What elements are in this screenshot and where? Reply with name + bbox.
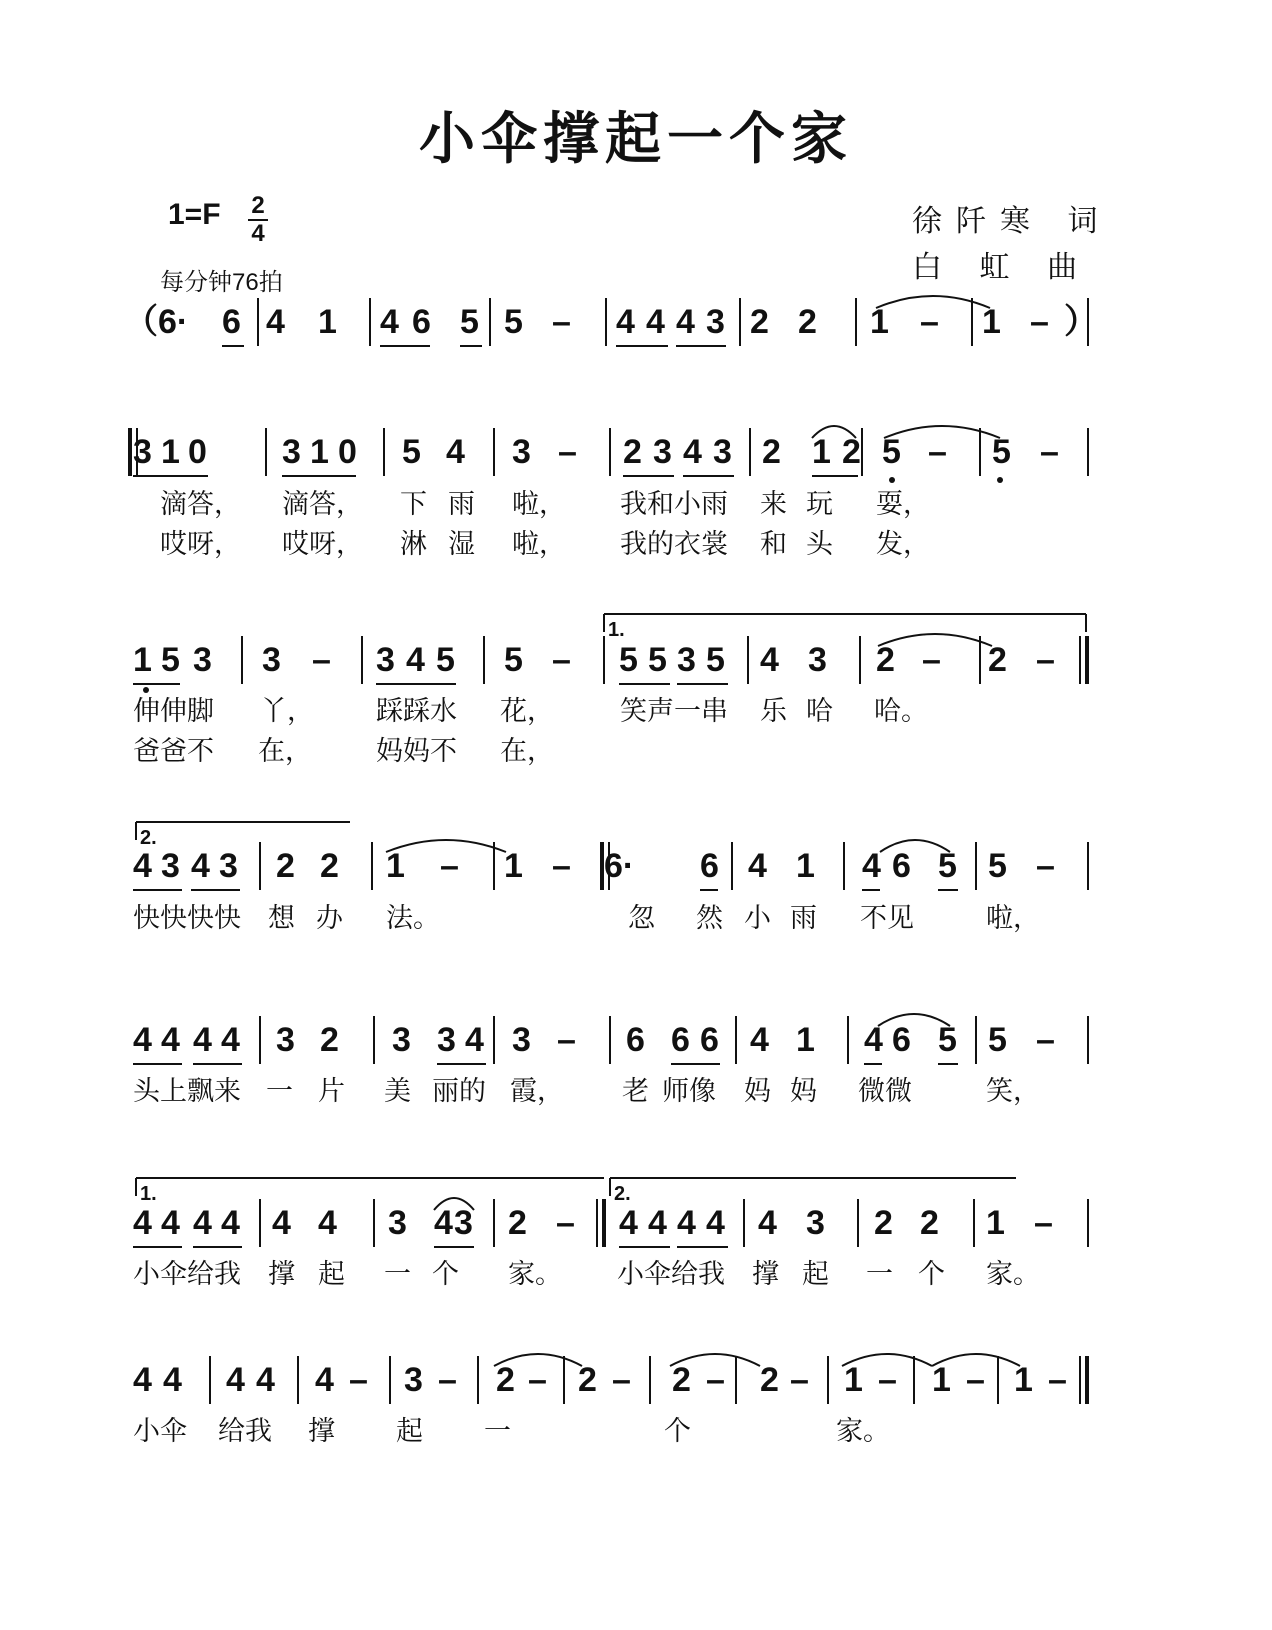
note: 3 <box>282 433 301 471</box>
tempo-marking: 每分钟76拍 <box>160 269 283 296</box>
note: 0 <box>188 433 207 471</box>
note: 4 <box>226 1361 245 1399</box>
note: 4 <box>193 1021 212 1059</box>
note: 4 <box>161 1021 180 1059</box>
note: 2 <box>798 303 817 341</box>
lyric-verse-1: 办 <box>316 903 343 934</box>
note: 4 <box>191 847 210 885</box>
note: 4 <box>434 1204 453 1242</box>
note: 6 <box>412 303 431 341</box>
note: 3 <box>262 641 281 679</box>
note: 0 <box>338 433 357 471</box>
lyric-verse-1: 起 <box>318 1259 345 1290</box>
note: 5 <box>619 641 638 679</box>
note: 2 <box>762 433 781 471</box>
lyric-verse-1: 撑 <box>308 1416 335 1447</box>
note: – <box>706 1361 725 1399</box>
lyric-verse-1: 美 <box>384 1076 411 1107</box>
lyric-verse-2: 我的衣裳 <box>620 529 728 560</box>
note: – <box>922 641 941 679</box>
octave-dot <box>143 687 149 693</box>
note: 4 <box>760 641 779 679</box>
meter-bottom: 4 <box>251 220 265 247</box>
lyric-verse-1: 小伞 <box>133 1416 187 1447</box>
note: 2 <box>988 641 1007 679</box>
lyric-verse-1: 我和小雨 <box>620 489 728 520</box>
note: – <box>1048 1361 1067 1399</box>
note: 2 <box>496 1361 515 1399</box>
note: 1 <box>844 1361 863 1399</box>
note: 2 <box>320 847 339 885</box>
note: 3 <box>677 641 696 679</box>
note: 1 <box>870 303 889 341</box>
lyric-verse-1: 笑， <box>986 1076 1040 1107</box>
volta-2-label: 2. <box>614 1183 631 1205</box>
note: 5 <box>460 303 479 341</box>
lyric-verse-1: 微微 <box>858 1076 912 1107</box>
note: – <box>556 1204 575 1242</box>
note: 5 <box>938 847 957 885</box>
note: 5 <box>504 641 523 679</box>
key-signature: 1=F <box>168 198 221 231</box>
note: 5 <box>648 641 667 679</box>
note: 1 <box>982 303 1001 341</box>
note: – <box>438 1361 457 1399</box>
note: 5 <box>706 641 725 679</box>
lyric-verse-2: 头 <box>806 529 833 560</box>
lyric-verse-1: 撑 <box>268 1259 295 1290</box>
lyric-verse-1: 小伞给我 <box>133 1259 241 1290</box>
lyricist-credit: 徐阡寒 词 <box>912 204 1112 239</box>
lyric-verse-1: 个 <box>432 1259 459 1290</box>
note: 4 <box>256 1361 275 1399</box>
lyric-verse-1: 来 <box>760 489 787 520</box>
note: 4 <box>648 1204 667 1242</box>
note: 4 <box>318 1204 337 1242</box>
note: 6 <box>892 847 911 885</box>
note: 3 <box>404 1361 423 1399</box>
lyric-verse-1: 个 <box>664 1416 691 1447</box>
note: 3 <box>808 641 827 679</box>
lyric-verse-1: 妈 <box>744 1076 771 1107</box>
note: 6 <box>892 1021 911 1059</box>
lyric-verse-1: 下 <box>400 489 427 520</box>
lyric-verse-2: 在， <box>500 736 554 767</box>
note: 6 <box>700 1021 719 1059</box>
note: 4 <box>748 847 767 885</box>
note: 4 <box>193 1204 212 1242</box>
note: 4 <box>161 1204 180 1242</box>
note: 4 <box>677 1204 696 1242</box>
note: 3 <box>454 1204 473 1242</box>
lyric-verse-1: 啦， <box>512 489 566 520</box>
note: 1 <box>318 303 337 341</box>
note: 3 <box>437 1021 456 1059</box>
note: 4 <box>133 847 152 885</box>
note: – <box>312 641 331 679</box>
lyric-verse-1: 耍， <box>876 489 930 520</box>
note: 6· <box>604 847 635 885</box>
note: 4 <box>266 303 285 341</box>
note: 1 <box>796 847 815 885</box>
note: – <box>1036 641 1055 679</box>
note: 4 <box>133 1204 152 1242</box>
note: – <box>1030 303 1049 341</box>
note: – <box>557 1021 576 1059</box>
lyric-verse-1: 小伞给我 <box>617 1259 725 1290</box>
lyric-verse-1: 头上飘来 <box>133 1076 241 1107</box>
note: 3 <box>219 847 238 885</box>
note: （6· <box>124 303 189 341</box>
lyric-verse-1: 一 <box>266 1076 293 1107</box>
song-title: 小伞撑起一个家 <box>419 106 853 172</box>
note: 2 <box>750 303 769 341</box>
lyric-verse-1: 起 <box>802 1259 829 1290</box>
note: 1 <box>504 847 523 885</box>
note: – <box>1034 1204 1053 1242</box>
note: – <box>790 1361 809 1399</box>
note: 4 <box>465 1021 484 1059</box>
note: 1 <box>932 1361 951 1399</box>
note: 6 <box>671 1021 690 1059</box>
lyric-verse-2: 发， <box>876 529 930 560</box>
lyric-verse-1: 不见 <box>860 903 914 934</box>
note: 4 <box>683 433 702 471</box>
note: 4 <box>133 1361 152 1399</box>
lyric-verse-2: 妈妈不 <box>376 736 457 767</box>
lyric-verse-1: 家。 <box>508 1259 562 1290</box>
note: 4 <box>221 1021 240 1059</box>
lyric-verse-2: 湿 <box>448 529 475 560</box>
lyric-verse-1: 忽 <box>628 903 655 934</box>
lyric-verse-1: 玩 <box>806 489 833 520</box>
note: 3 <box>133 433 152 471</box>
lyric-verse-1: 笑声一串 <box>620 696 728 727</box>
octave-dot <box>889 477 895 483</box>
note: 5 <box>988 1021 1007 1059</box>
lyric-verse-1: 家。 <box>836 1416 890 1447</box>
note: – <box>1040 433 1059 471</box>
lyric-verse-1: 哈。 <box>874 696 928 727</box>
note: – <box>552 303 571 341</box>
note: – <box>349 1361 368 1399</box>
note: 4 <box>133 1021 152 1059</box>
lyric-verse-1: 一 <box>866 1259 893 1290</box>
note: 3 <box>193 641 212 679</box>
note: 6 <box>626 1021 645 1059</box>
lyric-verse-1: 家。 <box>986 1259 1040 1290</box>
lyric-verse-1: 丽的 <box>432 1076 486 1107</box>
note: 1 <box>796 1021 815 1059</box>
lyric-verse-1: 妈 <box>790 1076 817 1107</box>
note: – <box>528 1361 547 1399</box>
note: 4 <box>862 847 881 885</box>
lyric-verse-1: 雨 <box>448 489 475 520</box>
volta-2-label: 2. <box>140 827 157 849</box>
lyric-verse-1: 法。 <box>386 903 440 934</box>
lyric-verse-1: 霞， <box>510 1076 564 1107</box>
lyric-verse-2: 啦， <box>512 529 566 560</box>
note: 5 <box>504 303 523 341</box>
note: 1 <box>986 1204 1005 1242</box>
note: 2 <box>276 847 295 885</box>
note: 2 <box>842 433 861 471</box>
lyric-verse-1: 小 <box>744 903 771 934</box>
note: 4 <box>163 1361 182 1399</box>
note: 1 <box>812 433 831 471</box>
octave-dot <box>997 477 1003 483</box>
note: 3 <box>512 1021 531 1059</box>
note: 5 <box>992 433 1011 471</box>
lyric-verse-1: 然 <box>696 903 723 934</box>
note: 5 <box>436 641 455 679</box>
lyric-verse-1: 快快快快 <box>133 903 241 934</box>
note: 3 <box>653 433 672 471</box>
note: 4 <box>221 1204 240 1242</box>
note: – <box>558 433 577 471</box>
note: 4 <box>646 303 665 341</box>
note: 2 <box>672 1361 691 1399</box>
time-signature <box>246 194 270 246</box>
note: – <box>440 847 459 885</box>
lyric-verse-1: 撑 <box>752 1259 779 1290</box>
note: 3 <box>713 433 732 471</box>
note: 4 <box>750 1021 769 1059</box>
note: 5 <box>988 847 1007 885</box>
lyric-verse-1: 滴答， <box>160 489 241 520</box>
note: 3 <box>392 1021 411 1059</box>
note: 3 <box>376 641 395 679</box>
note: 2 <box>920 1204 939 1242</box>
note: 1 <box>386 847 405 885</box>
note: 4 <box>676 303 695 341</box>
lyric-verse-1: 一 <box>484 1416 511 1447</box>
note: 3 <box>806 1204 825 1242</box>
note: – <box>928 433 947 471</box>
note: 5 <box>938 1021 957 1059</box>
lyric-verse-1: 乐 <box>760 696 787 727</box>
lyric-verse-1: 个 <box>918 1259 945 1290</box>
note: 2 <box>320 1021 339 1059</box>
note: 4 <box>406 641 425 679</box>
lyric-verse-2: 爸爸不 <box>133 736 214 767</box>
lyric-verse-1: 一 <box>384 1259 411 1290</box>
note: 2 <box>508 1204 527 1242</box>
note: – <box>612 1361 631 1399</box>
lyric-verse-2: 淋 <box>400 529 427 560</box>
note: 2 <box>760 1361 779 1399</box>
note: – <box>552 641 571 679</box>
note: – <box>878 1361 897 1399</box>
note: 5 <box>402 433 421 471</box>
note: 4 <box>380 303 399 341</box>
note: 1 <box>133 641 152 679</box>
note: 6 <box>700 847 719 885</box>
note: 4 <box>706 1204 725 1242</box>
note: 2 <box>578 1361 597 1399</box>
note: – <box>1036 847 1055 885</box>
lyric-verse-1: 起 <box>396 1416 423 1447</box>
lyric-verse-1: 花， <box>500 696 554 727</box>
note: – <box>1036 1021 1055 1059</box>
note: 3 <box>161 847 180 885</box>
note: 4 <box>446 433 465 471</box>
lyric-verse-1: 啦， <box>986 903 1040 934</box>
note: 4 <box>864 1021 883 1059</box>
lyric-verse-2: 在， <box>258 736 312 767</box>
note: – <box>552 847 571 885</box>
note: 5 <box>161 641 180 679</box>
lyric-verse-1: 伸伸脚 <box>133 696 214 727</box>
note: – <box>966 1361 985 1399</box>
note: 4 <box>616 303 635 341</box>
lyric-verse-1: 雨 <box>790 903 817 934</box>
lyric-verse-1: 师像 <box>662 1076 716 1107</box>
note: 3 <box>276 1021 295 1059</box>
note: 6 <box>222 303 241 341</box>
lyric-verse-1: 给我 <box>218 1416 272 1447</box>
lyric-verse-2: 哎呀， <box>160 529 241 560</box>
note: 4 <box>272 1204 291 1242</box>
note: 2 <box>874 1204 893 1242</box>
meter-top: 2 <box>251 192 265 219</box>
note: 2 <box>623 433 642 471</box>
volta-1-label: 1. <box>608 619 625 641</box>
lyric-verse-1: 老 <box>622 1076 649 1107</box>
note: 2 <box>876 641 895 679</box>
note: 4 <box>758 1204 777 1242</box>
lyric-verse-1: 想 <box>268 903 295 934</box>
lyric-verse-1: 滴答， <box>282 489 363 520</box>
lyric-verse-1: 丫， <box>260 696 314 727</box>
volta-1-label: 1. <box>140 1183 157 1205</box>
composer-credit: 白 虹 曲 <box>912 250 1092 285</box>
note: ） <box>1064 303 1098 341</box>
note: 3 <box>706 303 725 341</box>
note: 1 <box>310 433 329 471</box>
note: 3 <box>388 1204 407 1242</box>
lyric-verse-1: 踩踩水 <box>376 696 457 727</box>
note: 3 <box>512 433 531 471</box>
note: 1 <box>161 433 180 471</box>
lyric-verse-1: 片 <box>318 1076 345 1107</box>
note: – <box>920 303 939 341</box>
lyric-verse-1: 哈 <box>806 696 833 727</box>
note: 4 <box>315 1361 334 1399</box>
lyric-verse-2: 和 <box>760 529 787 560</box>
lyric-verse-2: 哎呀， <box>282 529 363 560</box>
note: 4 <box>619 1204 638 1242</box>
note: 5 <box>882 433 901 471</box>
note: 1 <box>1014 1361 1033 1399</box>
